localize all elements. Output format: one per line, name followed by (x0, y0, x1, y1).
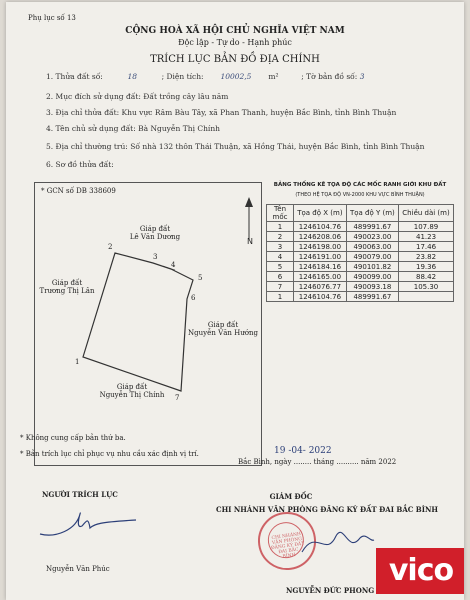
cell-name: 1 (267, 292, 294, 302)
point-label-4: 4 (171, 261, 176, 269)
table-row (267, 252, 454, 262)
neighbor-top-line2: Lê Văn Dương (129, 233, 181, 241)
table-row (267, 222, 454, 232)
cell-x: 1246191.00 (294, 252, 347, 262)
cell-length: 88.42 (399, 272, 454, 282)
cell-name: 3 (267, 242, 294, 252)
cell-x: 1246165.00 (294, 272, 347, 282)
residence-label: 5. Địa chỉ thường trú: (46, 142, 128, 151)
north-arrow-icon (245, 197, 253, 239)
cell-x: 1246104.76 (294, 222, 347, 232)
cell-length: 23.82 (399, 252, 454, 262)
neighbor-top-line1: Giáp đất (139, 225, 171, 233)
cell-x: 1246208.06 (294, 232, 347, 242)
field-plot (46, 72, 426, 81)
owner-label: 4. Tên chủ sử dụng đất: (46, 124, 136, 133)
field-diagram (46, 160, 426, 169)
neighbor-top (125, 225, 185, 241)
area-unit: m² (268, 72, 279, 81)
neighbor-right-line2: Nguyễn Văn Hướng (188, 329, 258, 337)
cell-y: 489991.67 (346, 222, 398, 232)
north-label: N (247, 237, 253, 246)
nation-heading: CỘNG HOÀ XÃ HỘI CHỦ NGHĨA VIỆT NAM (125, 26, 345, 36)
table-row (267, 242, 454, 252)
cell-x: 1246104.76 (294, 292, 347, 302)
col-header-x: Tọa độ X (m) (294, 205, 347, 222)
point-label-5: 5 (198, 274, 203, 282)
table-title: BẢNG THỐNG KÊ TỌA ĐỘ CÁC MỐC RANH GIỚI KHU ĐẤT (273, 182, 447, 188)
director-name: NGUYỄN ĐỨC PHONG (286, 586, 375, 595)
director-signature (296, 518, 376, 562)
purpose-label: 2. Mục đích sử dụng đất: (46, 92, 141, 101)
point-label-1: 1 (75, 358, 80, 366)
plot-value: 18 (127, 72, 137, 81)
point-label-6: 6 (191, 294, 196, 302)
area-value: 10002,5 (220, 72, 252, 81)
office-title: CHI NHÁNH VĂN PHÒNG ĐĂNG KÝ ĐẤT ĐAI BẮC BÌNH (216, 505, 438, 514)
preparer-signature (36, 504, 146, 544)
col-header-name: Tên mốc (267, 205, 294, 222)
cell-y: 490023.00 (346, 232, 398, 242)
sheet-value: 3 (359, 72, 365, 81)
neighbor-left-line2: Trương Thị Lân (39, 287, 95, 295)
cell-name: 7 (267, 282, 294, 292)
plot-boundary (83, 253, 196, 391)
cell-length: 19.36 (399, 262, 454, 272)
purpose-value: Đất trồng cây lâu năm (143, 92, 229, 101)
document-page (6, 2, 464, 600)
sheet-label: ; Tờ bản đồ số: (301, 72, 358, 81)
col-header-y: Tọa độ Y (m) (346, 205, 398, 222)
note-no-third-copy: * Không cung cấp bản thứ ba. (20, 434, 126, 442)
cell-length: 17.46 (399, 242, 454, 252)
table-subtitle: (THEO HỆ TỌA ĐỘ VN-2000 KHU VỰC BÌNH THUẬN) (295, 192, 425, 198)
cell-name: 6 (267, 272, 294, 282)
cell-length (399, 292, 454, 302)
preparer-name: Nguyễn Văn Phúc (46, 565, 110, 573)
note-location-only: * Bản trích lục chỉ phục vụ nhu cầu xác định vị trí. (20, 450, 199, 458)
preparer-title: NGƯỜI TRÍCH LỤC (42, 490, 118, 499)
cell-y: 490099.00 (346, 272, 398, 282)
coordinate-table (266, 204, 454, 302)
date-stamp: 19 -04- 2022 (274, 446, 332, 456)
document-title: TRÍCH LỤC BẢN ĐỒ ĐỊA CHÍNH (150, 54, 320, 65)
cell-y: 490079.00 (346, 252, 398, 262)
director-title: GIÁM ĐỐC (269, 492, 313, 501)
plot-label: 1. Thửa đất số: (46, 72, 103, 81)
cell-name: 4 (267, 252, 294, 262)
cell-length: 105.30 (399, 282, 454, 292)
gcn-number: * GCN số DB 338609 (41, 187, 116, 195)
cell-y: 490101.82 (346, 262, 398, 272)
diagram-label: 6. Sơ đồ thửa đất: (46, 160, 114, 169)
address-label: 3. Địa chỉ thửa đất: (46, 108, 120, 117)
neighbor-left-line1: Giáp đất (51, 279, 83, 287)
cell-name: 5 (267, 262, 294, 272)
cell-x: 1246184.16 (294, 262, 347, 272)
neighbor-right-line1: Giáp đất (207, 321, 239, 329)
cell-x: 1246076.77 (294, 282, 347, 292)
address-value: Khu vực Râm Bàu Tây, xã Phan Thanh, huyện Bắc Bình, tỉnh Bình Thuận (121, 108, 397, 117)
cell-length: 107.89 (399, 222, 454, 232)
table-header-row (267, 205, 454, 222)
cell-length: 41.23 (399, 232, 454, 242)
motto: Độc lập - Tự do - Hạnh phúc (178, 38, 292, 47)
cell-y: 490063.00 (346, 242, 398, 252)
neighbor-left (37, 279, 97, 295)
residence-value: Số nhà 132 thôn Thái Thuận, xã Hồng Thái, huyện Bắc Bình, tỉnh Bình Thuận (130, 142, 425, 151)
neighbor-bottom-line2: Nguyễn Thị Chính (99, 391, 165, 399)
table-row (267, 292, 454, 302)
field-residence (46, 142, 426, 151)
field-purpose (46, 92, 426, 101)
table-row (267, 282, 454, 292)
appendix-label: Phụ lục số 13 (28, 14, 76, 22)
owner-value: Bà Nguyễn Thị Chính (138, 124, 220, 133)
neighbor-bottom-line1: Giáp đất (116, 383, 148, 391)
area-label: ; Diện tích: (161, 72, 204, 81)
plot-diagram (34, 182, 262, 466)
point-label-7: 7 (175, 394, 180, 402)
stamp-text: CHI NHÁNH VĂN PHÒNG ĐĂNG KÝ ĐẤT ĐAI BẮC BÌNH (270, 532, 305, 560)
table-row (267, 262, 454, 272)
col-header-length: Chiều dài (m) (399, 205, 454, 222)
cell-y: 489991.67 (346, 292, 398, 302)
point-label-3: 3 (153, 253, 158, 261)
cell-x: 1246198.00 (294, 242, 347, 252)
cell-name: 2 (267, 232, 294, 242)
date-line: Bắc Bình, ngày ........ tháng .......... năm 2022 (238, 458, 397, 466)
table-row (267, 272, 454, 282)
table-row (267, 232, 454, 242)
point-label-2: 2 (108, 243, 113, 251)
field-address (46, 108, 426, 117)
cell-name: 1 (267, 222, 294, 232)
field-owner (46, 124, 426, 133)
vico-logo: vico (376, 548, 464, 594)
neighbor-bottom (97, 383, 167, 399)
neighbor-right (185, 321, 261, 337)
cell-y: 490093.18 (346, 282, 398, 292)
